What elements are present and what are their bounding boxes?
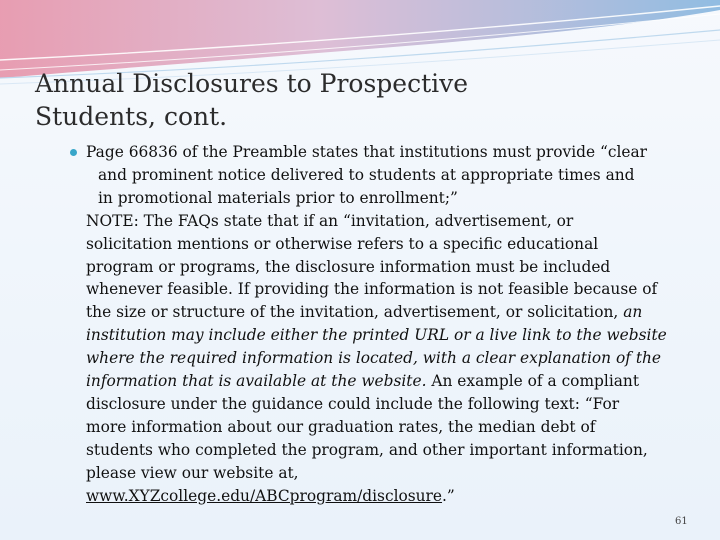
- bullet-text-line: in promotional materials prior to enrollment;”: [98, 188, 458, 207]
- note-line: [86, 370, 686, 393]
- slide-title-line: Annual Disclosures to Prospective: [35, 69, 469, 98]
- note-text: An example of a compliant: [426, 372, 640, 391]
- note-italic-text: an: [623, 303, 643, 322]
- note-italic-line: where the required information is located, with a clear explanation of the: [86, 349, 662, 368]
- disclosure-url-link[interactable]: www.XYZcollege.edu/ABCprogram/disclosure: [86, 486, 443, 505]
- slide-body: [86, 141, 686, 508]
- note-line: [86, 301, 686, 324]
- note-line: more information about our graduation rates, the median debt of: [86, 417, 596, 436]
- note-line: whenever feasible. If providing the information is not feasible because of: [86, 280, 658, 299]
- note-line: please view our website at,: [86, 463, 299, 482]
- note-text: .”: [442, 486, 455, 505]
- bullet-text-line: Page 66836 of the Preamble states that institutions must provide “clear: [86, 143, 648, 161]
- slide-number: 61: [675, 516, 688, 527]
- note-line: NOTE: The FAQs state that if an “invitation, advertisement, or: [86, 211, 574, 230]
- note-line: students who completed the program, and other important information,: [86, 440, 648, 459]
- note-italic-text: information that is available at the website.: [86, 372, 427, 391]
- note-line: disclosure under the guidance could include the following text: “For: [86, 394, 620, 413]
- slide-title: [35, 67, 675, 133]
- note-line: [86, 485, 686, 508]
- bullet-icon: [70, 149, 77, 156]
- slide-title-line: Students, cont.: [35, 102, 228, 131]
- note-text: the size or structure of the invitation, advertisement, or solicitation,: [86, 303, 624, 322]
- bullet-text-line: and prominent notice delivered to students at appropriate times and: [98, 165, 635, 184]
- bullet-item: [86, 141, 686, 210]
- note-line: solicitation mentions or otherwise refers to a specific educational: [86, 234, 599, 253]
- note-paragraph: [86, 210, 686, 508]
- note-italic-line: institution may include either the printed URL or a live link to the website: [86, 326, 667, 345]
- note-line: program or programs, the disclosure information must be included: [86, 257, 611, 276]
